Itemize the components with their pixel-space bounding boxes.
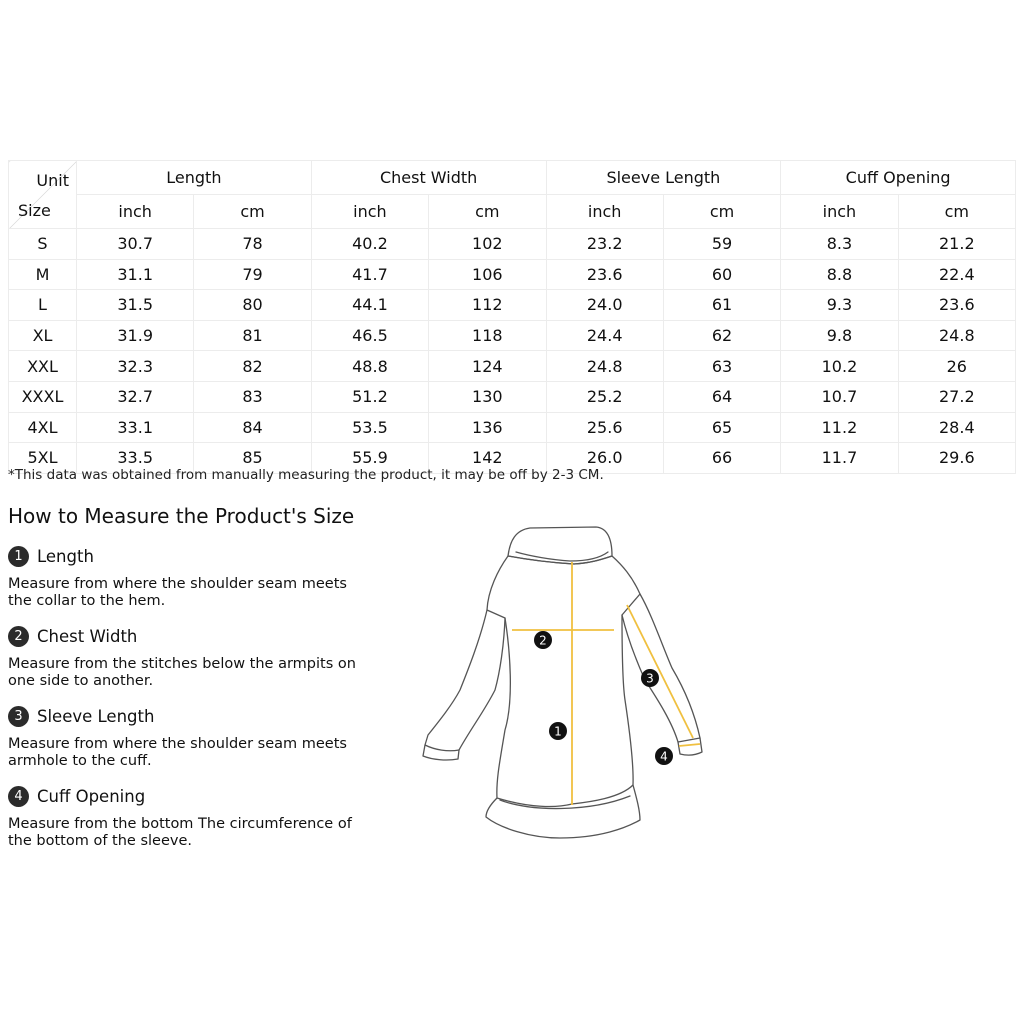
measurement-cell: 53.5 bbox=[311, 412, 428, 443]
measurement-cell: 30.7 bbox=[77, 229, 194, 260]
measurement-cell: 9.3 bbox=[781, 290, 898, 321]
measurement-cell: 24.8 bbox=[546, 351, 663, 382]
marker-4-label: 4 bbox=[660, 749, 668, 764]
size-label-cell: L bbox=[9, 290, 77, 321]
diagram-markers bbox=[534, 631, 673, 765]
measurement-cell: 9.8 bbox=[781, 320, 898, 351]
left-sleeve-outline bbox=[425, 610, 505, 751]
measurement-cell: 83 bbox=[194, 381, 311, 412]
hoodie-diagram bbox=[420, 522, 710, 844]
measurement-cell: 32.7 bbox=[77, 381, 194, 412]
marker-1-label: 1 bbox=[554, 724, 562, 739]
table-row bbox=[9, 229, 1016, 260]
measurement-cell: 124 bbox=[429, 351, 546, 382]
measurement-cell: 8.8 bbox=[781, 259, 898, 290]
unit-header: inch bbox=[77, 195, 194, 229]
measurement-cell: 32.3 bbox=[77, 351, 194, 382]
group-header-length: Length bbox=[77, 161, 312, 195]
measurement-cell: 11.2 bbox=[781, 412, 898, 443]
measurement-cell: 28.4 bbox=[898, 412, 1015, 443]
measurement-cell: 25.6 bbox=[546, 412, 663, 443]
measurement-cell: 40.2 bbox=[311, 229, 428, 260]
step-cuff-opening bbox=[8, 784, 368, 850]
measurement-cell: 44.1 bbox=[311, 290, 428, 321]
corner-size-label: Size bbox=[18, 201, 51, 220]
step-description: Measure from where the shoulder seam meets armhole to the cuff. bbox=[8, 736, 347, 769]
measurement-cell: 118 bbox=[429, 320, 546, 351]
measurement-cell: 23.6 bbox=[546, 259, 663, 290]
measurement-cell: 78 bbox=[194, 229, 311, 260]
unit-header: cm bbox=[663, 195, 780, 229]
step-description: Measure from the stitches below the armpits on one side to another. bbox=[8, 656, 356, 689]
measurement-cell: 10.7 bbox=[781, 381, 898, 412]
measurement-cell: 62 bbox=[663, 320, 780, 351]
right-sleeve-outline bbox=[622, 594, 700, 742]
table-row bbox=[9, 381, 1016, 412]
step-number-badge: 4 bbox=[8, 786, 29, 807]
marker-2-label: 2 bbox=[539, 633, 547, 648]
measurement-cell: 85 bbox=[194, 443, 311, 474]
step-title: Cuff Opening bbox=[37, 786, 146, 806]
measurement-cell: 46.5 bbox=[311, 320, 428, 351]
table-row bbox=[9, 290, 1016, 321]
header-row-groups bbox=[9, 161, 1016, 195]
size-label-cell: 4XL bbox=[9, 412, 77, 443]
table-row bbox=[9, 351, 1016, 382]
measurement-cell: 81 bbox=[194, 320, 311, 351]
step-number-badge: 3 bbox=[8, 706, 29, 727]
body-outline bbox=[487, 556, 640, 806]
table-row bbox=[9, 320, 1016, 351]
measurement-cell: 60 bbox=[663, 259, 780, 290]
measurement-cell: 23.2 bbox=[546, 229, 663, 260]
marker-3-label: 3 bbox=[646, 671, 654, 686]
measurement-cell: 21.2 bbox=[898, 229, 1015, 260]
measurement-cell: 22.4 bbox=[898, 259, 1015, 290]
group-header-sleeve-length: Sleeve Length bbox=[546, 161, 781, 195]
size-chart-table bbox=[8, 160, 1016, 474]
step-title: Chest Width bbox=[37, 626, 138, 646]
measurement-cell: 31.5 bbox=[77, 290, 194, 321]
measurement-note: *This data was obtained from manually measuring the product, it may be off by 2-3 CM. bbox=[8, 467, 604, 483]
guide-title: How to Measure the Product's Size bbox=[8, 504, 355, 528]
measurement-cell: 82 bbox=[194, 351, 311, 382]
cuff-measure-line bbox=[679, 744, 700, 746]
size-label-cell: 5XL bbox=[9, 443, 77, 474]
table-row bbox=[9, 259, 1016, 290]
step-sleeve-length bbox=[8, 704, 368, 770]
step-chest-width bbox=[8, 624, 368, 690]
size-label-cell: S bbox=[9, 229, 77, 260]
table-row bbox=[9, 412, 1016, 443]
measurement-cell: 26 bbox=[898, 351, 1015, 382]
measurement-cell: 33.1 bbox=[77, 412, 194, 443]
step-title: Length bbox=[37, 546, 94, 566]
step-description: Measure from the bottom The circumference of the bottom of the sleeve. bbox=[8, 816, 352, 849]
measurement-cell: 29.6 bbox=[898, 443, 1015, 474]
measurement-cell: 55.9 bbox=[311, 443, 428, 474]
unit-header: cm bbox=[194, 195, 311, 229]
measurement-cell: 79 bbox=[194, 259, 311, 290]
measurement-cell: 31.1 bbox=[77, 259, 194, 290]
measurement-cell: 142 bbox=[429, 443, 546, 474]
hem-seam bbox=[500, 796, 630, 809]
measurement-cell: 33.5 bbox=[77, 443, 194, 474]
measurement-cell: 106 bbox=[429, 259, 546, 290]
measurement-cell: 65 bbox=[663, 412, 780, 443]
sleeve-measure-line bbox=[627, 605, 693, 738]
hem-outline bbox=[486, 785, 640, 838]
measurement-cell: 63 bbox=[663, 351, 780, 382]
measurement-cell: 136 bbox=[429, 412, 546, 443]
size-label-cell: XXL bbox=[9, 351, 77, 382]
measurement-cell: 11.7 bbox=[781, 443, 898, 474]
measurement-cell: 10.2 bbox=[781, 351, 898, 382]
measurement-cell: 61 bbox=[663, 290, 780, 321]
corner-unit-label: Unit bbox=[36, 171, 69, 190]
step-number-badge: 1 bbox=[8, 546, 29, 567]
measurement-cell: 27.2 bbox=[898, 381, 1015, 412]
unit-header: inch bbox=[311, 195, 428, 229]
step-title: Sleeve Length bbox=[37, 706, 155, 726]
group-header-chest-width: Chest Width bbox=[311, 161, 546, 195]
measurement-cell: 84 bbox=[194, 412, 311, 443]
unit-header: cm bbox=[429, 195, 546, 229]
measurement-cell: 80 bbox=[194, 290, 311, 321]
measurement-cell: 130 bbox=[429, 381, 546, 412]
measurement-cell: 31.9 bbox=[77, 320, 194, 351]
step-number-badge: 2 bbox=[8, 626, 29, 647]
step-length bbox=[8, 544, 368, 610]
measurement-cell: 41.7 bbox=[311, 259, 428, 290]
measurement-cell: 112 bbox=[429, 290, 546, 321]
group-header-cuff-opening: Cuff Opening bbox=[781, 161, 1016, 195]
unit-header: cm bbox=[898, 195, 1015, 229]
size-label-cell: XL bbox=[9, 320, 77, 351]
measurement-cell: 51.2 bbox=[311, 381, 428, 412]
measurement-cell: 24.0 bbox=[546, 290, 663, 321]
measurement-cell: 66 bbox=[663, 443, 780, 474]
measurement-cell: 26.0 bbox=[546, 443, 663, 474]
measurement-cell: 25.2 bbox=[546, 381, 663, 412]
size-label-cell: M bbox=[9, 259, 77, 290]
measurement-cell: 48.8 bbox=[311, 351, 428, 382]
measurement-cell: 59 bbox=[663, 229, 780, 260]
measurement-cell: 24.4 bbox=[546, 320, 663, 351]
size-label-cell: XXXL bbox=[9, 381, 77, 412]
header-row-units bbox=[9, 195, 1016, 229]
measurement-cell: 23.6 bbox=[898, 290, 1015, 321]
step-description: Measure from where the shoulder seam meets the collar to the hem. bbox=[8, 576, 347, 609]
corner-cell bbox=[9, 161, 77, 229]
measurement-cell: 64 bbox=[663, 381, 780, 412]
unit-header: inch bbox=[546, 195, 663, 229]
measurement-cell: 24.8 bbox=[898, 320, 1015, 351]
measurement-cell: 8.3 bbox=[781, 229, 898, 260]
measurement-cell: 102 bbox=[429, 229, 546, 260]
unit-header: inch bbox=[781, 195, 898, 229]
